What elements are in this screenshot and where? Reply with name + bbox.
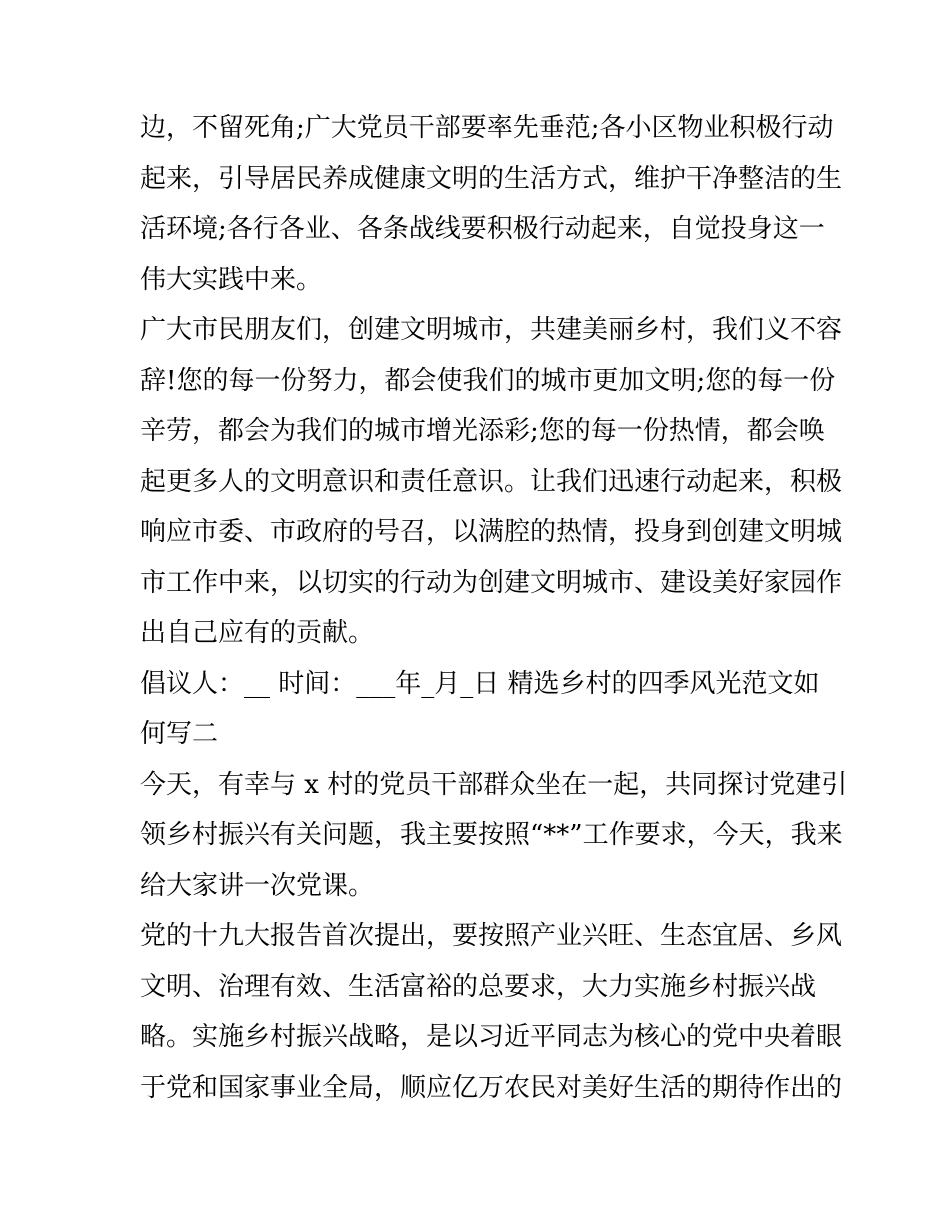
document-body [140, 103, 848, 1113]
text-line: 起来，引导居民养成健康文明的生活方式，维护干净整洁的生 [140, 163, 843, 194]
text-line: 今天，有幸与 x 村的党员干部群众坐在一起，共同探讨党建引 [140, 769, 848, 800]
text-line: 于党和国家事业全局，顺应亿万农民对美好生活的期待作出的 [140, 1072, 843, 1103]
paragraph-party-lecture-intro [140, 760, 848, 912]
text-line: 广大市民朋友们，创建文明城市，共建美丽乡村，我们义不容 [140, 315, 843, 345]
text-line: 领乡村振兴有关问题，我主要按照“**”工作要求，今天，我来 [140, 820, 843, 850]
text-line: 边，不留死角;广大党员干部要率先垂范;各小区物业积极行动 [140, 113, 834, 143]
text-line: 文明、治理有效、生活富裕的总要求，大力实施乡村振兴战 [140, 971, 817, 1002]
paragraph-rural-revitalization [140, 911, 843, 1113]
text-line: 给大家讲一次党课。 [140, 870, 375, 901]
text-line: 市工作中来，以切实的行动为创建文明城市、建设美好家园作 [140, 567, 843, 598]
paragraph-civilized-environment [140, 103, 843, 305]
text-line: 倡议人：__ 时间：___年_月_日 精选乡村的四季风光范文如 [140, 668, 820, 699]
text-line: 辞!您的每一份努力，都会使我们的城市更加文明;您的每一份 [140, 365, 836, 396]
text-line: 党的十九大报告首次提出，要按照产业兴旺、生态宜居、乡风 [140, 921, 843, 951]
text-line: 响应市委、市政府的号召，以满腔的热情，投身到创建文明城 [140, 517, 843, 547]
text-line: 辛劳，都会为我们的城市增光添彩;您的每一份热情，都会唤 [140, 416, 825, 446]
paragraph-signature-and-heading [140, 659, 820, 760]
text-line: 略。实施乡村振兴战略，是以习近平同志为核心的党中央着眼 [140, 1022, 843, 1052]
text-line: 何写二 [140, 719, 219, 749]
text-line: 出自己应有的贡献。 [140, 618, 375, 648]
text-line: 起更多人的文明意识和责任意识。让我们迅速行动起来，积极 [140, 466, 843, 497]
paragraph-citizens-appeal [140, 305, 843, 659]
text-line: 伟大实践中来。 [140, 264, 323, 295]
text-line: 活环境;各行各业、各条战线要积极行动起来，自觉投身这一 [140, 214, 825, 244]
